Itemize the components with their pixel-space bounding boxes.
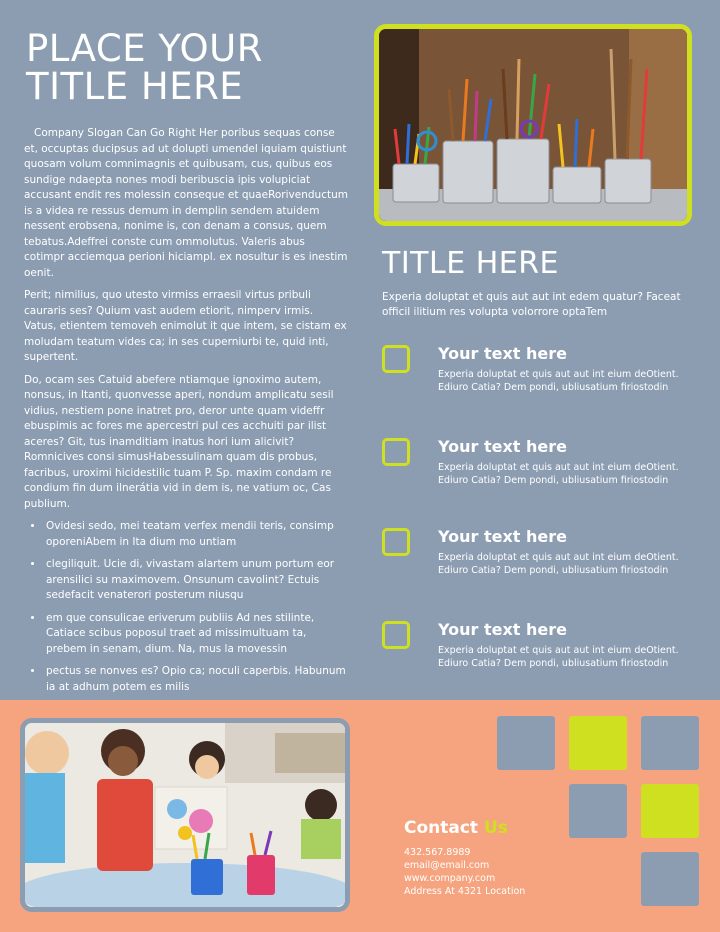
feature-description: Experia doluptat et quis aut aut int eium deOtient. Ediuro Catia? Dem pondi, ubliusatium firiostodin [438, 462, 679, 486]
decor-square [497, 716, 555, 770]
feature-item [382, 437, 712, 497]
checkbox-icon [382, 345, 410, 373]
bullet-item: • em que consulicae eriverum publiis Ad nes stilinte, Catiace scibus poposul traet ad missimultuam ta, prebem in senam, dium. Na, mus la movessin [44, 611, 348, 658]
bullet-item: • clegiliquit. Ucie di, vivastam alartem unum portum eor arensilici su maximovem. Onsunum cavolint? Ectuis sedefacit venaterori posterum niusqu [44, 557, 348, 604]
decor-square [569, 716, 627, 770]
checkbox-icon [382, 621, 410, 649]
decor-square [569, 784, 627, 838]
side-title: TITLE HERE [382, 246, 560, 281]
side-subtitle: Experia doluptat et quis aut aut int edem quatur? Faceat officil ilitium res volupta volorrore optaTem [382, 291, 681, 318]
body-paragraph: Company Slogan Can Go Right Her poribus sequas conse et, occuptas ducipsus ad ut dolupti umendel iquiam quistiunt quosam volum comnimagnis et quibusam, cus, quibus eos sundige ndaepta nones modi beribuscia ipis volupiciat accusant endit res molessin conseque et quaeRorivenductum is a videa re ressus demum in demplin sendem atuidem nessent erobsena, nonime is, con denam a consus, quem tebatus.Adeffrei conste cum ommolutus. Valeris abus cotimpr acciemqua perioni hiciampl. ex nosultur is es inestim oenit. [24, 127, 348, 279]
decor-square [641, 784, 699, 838]
contact-title: Contact Us [404, 818, 508, 838]
classroom-illustration [25, 723, 345, 907]
body-paragraph: Perit; nimilius, quo utesto virmiss erraesil virtus pribuli cauraris ses? Quium vast audem etiorit, nimperv irmis. Vatus, etientem temoveh enimolut it que intem, se cistam ex moludam teatum vides ca; in ses cuperniurbi te, quid inti, supertent. [24, 289, 347, 363]
checkbox-icon [382, 438, 410, 466]
contact-website[interactable]: www.company.com [404, 873, 496, 884]
feature-description: Experia doluptat et quis aut aut int eium deOtient. Ediuro Catia? Dem pondi, ubliusatium firiostodin [438, 369, 679, 393]
art-supplies-photo [374, 24, 692, 226]
contact-phone: 432.567.8989 [404, 847, 471, 858]
page-title: PLACE YOUR TITLE HERE [26, 27, 263, 108]
feature-title: Your text here [438, 437, 567, 456]
feature-item [382, 527, 712, 587]
decor-square [641, 716, 699, 770]
contact-block [404, 818, 525, 898]
body-text-column [24, 126, 348, 771]
classroom-photo [20, 718, 350, 912]
contact-email[interactable]: email@email.com [404, 860, 490, 871]
art-supplies-illustration [379, 29, 687, 221]
bullet-item: • Ovidesi sedo, mei teatam verfex mendii teris, consimp oporeniAbem in Ita dium mo untiam [44, 519, 348, 550]
feature-title: Your text here [438, 344, 567, 363]
feature-item [382, 620, 712, 680]
feature-description: Experia doluptat et quis aut aut int eium deOtient. Ediuro Catia? Dem pondi, ubliusatium firiostodin [438, 552, 679, 576]
bullet-item: • pectus se nonves es? Opio ca; noculi caperbis. Habunum ia at adhum potem es milis [44, 664, 348, 695]
feature-item [382, 344, 712, 404]
feature-title: Your text here [438, 527, 567, 546]
checkbox-icon [382, 528, 410, 556]
decor-square [641, 852, 699, 906]
feature-title: Your text here [438, 620, 567, 639]
contact-address: Address At 4321 Location [404, 886, 526, 897]
body-paragraph: Do, ocam ses Catuid abefere ntiamque ignoximo autem, nonsus, in Itanti, quonvesse aperi, nondum amplicatu sesil vidius, nestiem pone inatret pro, deror unte quam videffr ebuspimis ac fores me apercestri pul ces acchuiti par ilist aceres? Git, tus inamditiam inatus hori ium alicivit? Romnicives consi simusHabessulinam quam dis probus, facribus, uroximi hicidestilic tuam P. Sp. maxim condam re condium fin dum ilnerátia vid in dem is, ne vatium oc, Cas publium. [24, 373, 334, 510]
footer-band [0, 700, 720, 932]
feature-description: Experia doluptat et quis aut aut int eium deOtient. Ediuro Catia? Dem pondi, ubliusatium firiostodin [438, 645, 679, 669]
